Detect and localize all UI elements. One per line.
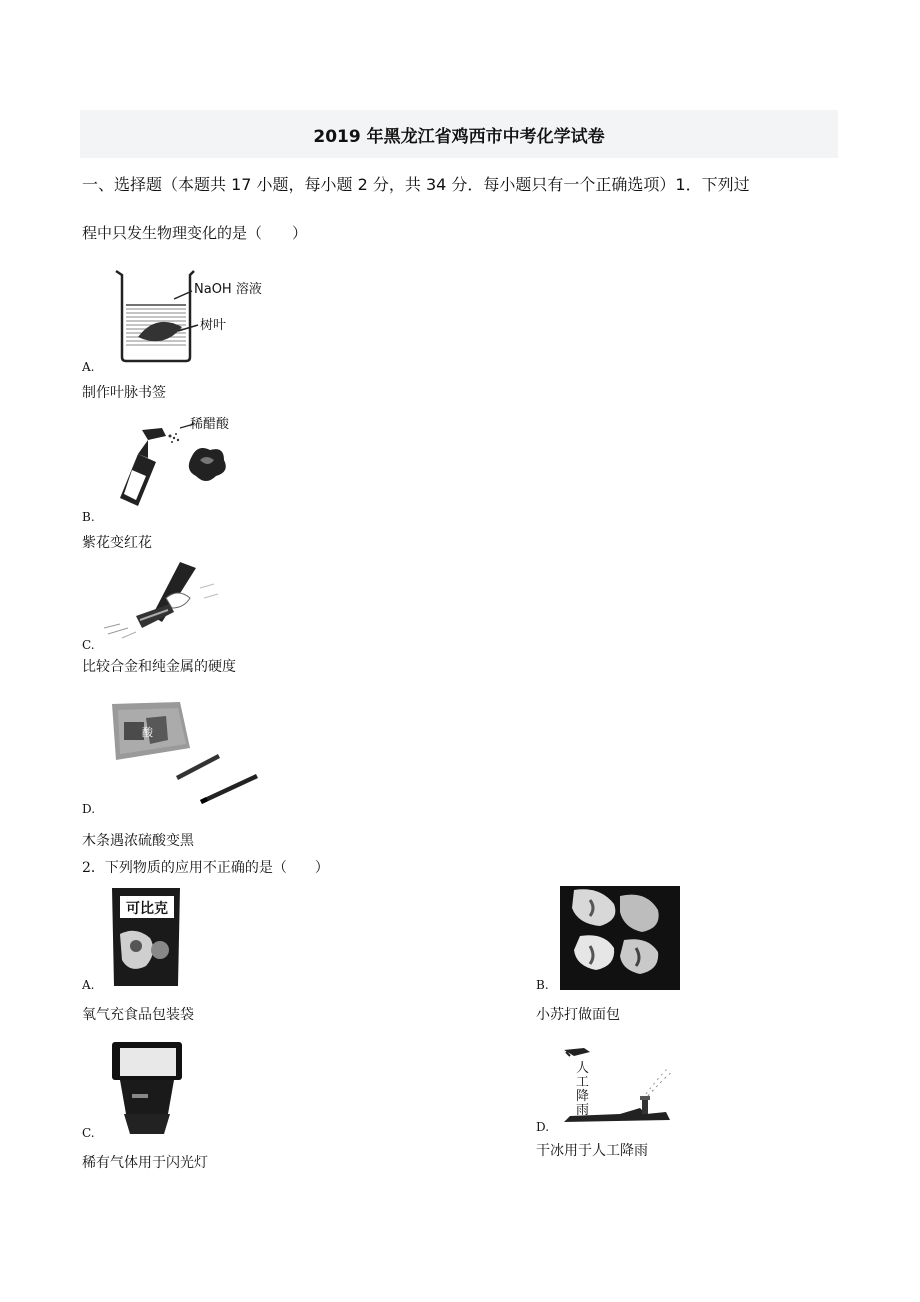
q1-option-b-letter: B. (82, 510, 95, 524)
q1-option-c-letter: C. (82, 638, 95, 652)
rain-char-1: 人 (576, 1061, 590, 1076)
q2-option-b-caption: 小苏打做面包 (536, 1007, 620, 1023)
chips-brand-label: 可比克 (126, 901, 168, 917)
q2-option-c-caption: 稀有气体用于闪光灯 (82, 1155, 208, 1171)
bread-image (560, 886, 680, 990)
rain-char-4: 雨 (576, 1103, 590, 1118)
acid-char-label: 酸 (142, 726, 153, 739)
q1-option-a-letter: A. (82, 360, 95, 374)
q2-option-d-caption: 干冰用于人工降雨 (536, 1143, 648, 1159)
q1-option-d-letter: D. (82, 802, 96, 816)
artificial-rain-image (560, 1042, 680, 1126)
q2-option-b-letter: B. (536, 978, 549, 992)
rain-char-2: 工 (576, 1075, 590, 1090)
spray-bottle-image (108, 410, 258, 510)
q1-option-a-caption: 制作叶脉书签 (82, 385, 166, 401)
metal-sheets-image (100, 558, 230, 642)
q2-option-a-caption: 氧气充食品包装袋 (82, 1007, 194, 1023)
naoh-label: NaOH 溶液 (194, 282, 262, 297)
q2-option-d-letter: D. (536, 1120, 550, 1134)
q2-option-a-letter: A. (82, 978, 95, 992)
rain-char-3: 降 (576, 1089, 590, 1104)
acetic-acid-label: 稀醋酸 (190, 417, 230, 432)
chips-bag-image (106, 886, 186, 990)
flash-lamp-image (106, 1040, 186, 1140)
question-1-stem: 程中只发生物理变化的是（ ） (82, 224, 308, 242)
leaf-label: 树叶 (200, 318, 227, 333)
q1-option-d-caption: 木条遇浓硫酸变黑 (82, 833, 194, 849)
paper-sticks-image (108, 700, 268, 810)
q2-option-c-letter: C. (82, 1126, 95, 1140)
q1-option-b-caption: 紫花变红花 (82, 535, 152, 551)
beaker-leaf-image (108, 265, 278, 365)
question-2-stem: 2．下列物质的应用不正确的是（ ） (82, 860, 329, 876)
page-title: 2019 年黑龙江省鸡西市中考化学试卷 (313, 127, 605, 147)
q1-option-c-caption: 比较合金和纯金属的硬度 (82, 659, 236, 675)
section-heading: 一、选择题（本题共 17 小题，每小题 2 分，共 34 分．每小题只有一个正确选项）1．下列过 (82, 175, 750, 194)
